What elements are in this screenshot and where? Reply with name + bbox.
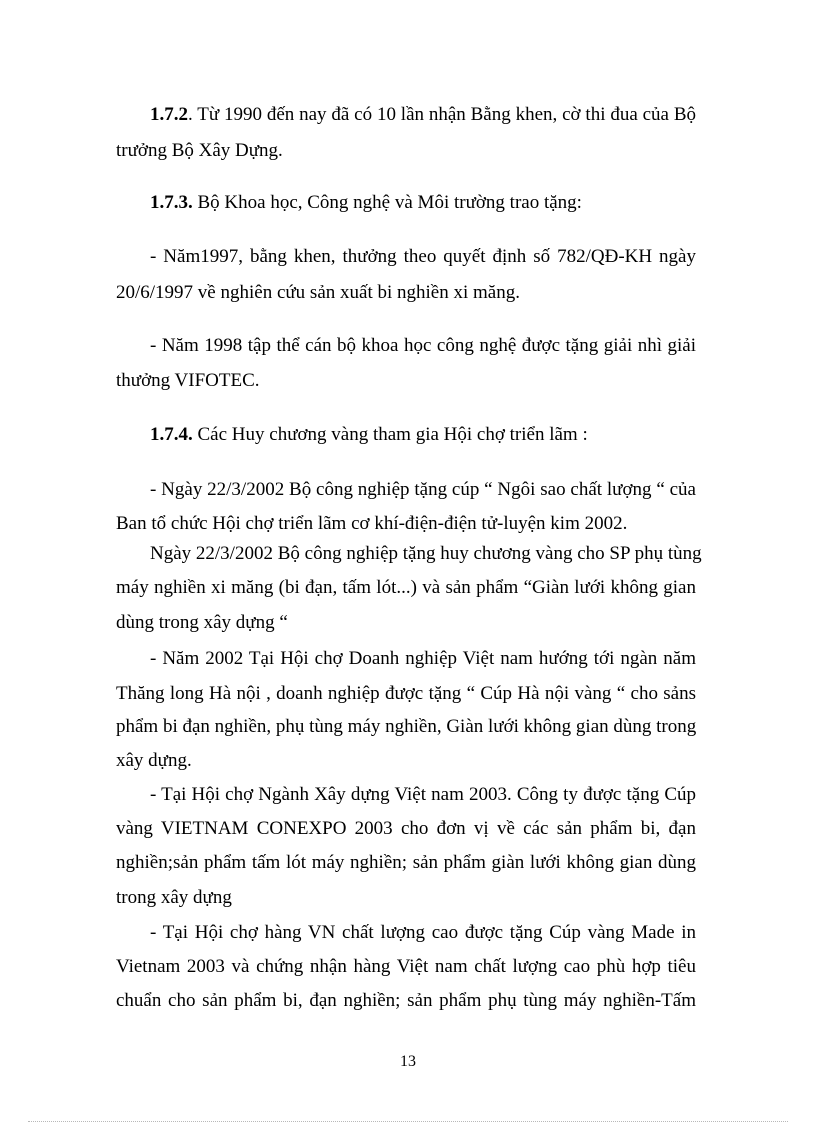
section-1-7-4-heading: [150, 424, 588, 446]
award-1998-line-1: - Năm 1998 tập thể cán bộ khoa học công nghệ được tặng giải nhì giải: [150, 335, 696, 356]
section-1-7-3-heading: [150, 192, 582, 214]
award-1997-line-2: 20/6/1997 về nghiên cứu sản xuất bi nghiền xi măng.: [116, 282, 520, 303]
paragraph-4-line-2: vàng VIETNAM CONEXPO 2003 cho đơn vị về các sản phẩm bi, đạn: [116, 818, 696, 839]
section-1-7-2-number: 1.7.2: [150, 104, 188, 125]
section-1-7-2-line-2: trưởng Bộ Xây Dựng.: [116, 140, 283, 161]
paragraph-2-line-3: dùng trong xây dựng “: [116, 612, 288, 633]
paragraph-3-line-1: - Năm 2002 Tại Hội chợ Doanh nghiệp Việt nam hướng tới ngàn năm: [150, 648, 696, 669]
award-1997-line-1: - Năm1997, bằng khen, thưởng theo quyết định số 782/QĐ-KH ngày: [150, 246, 696, 267]
paragraph-3-line-2: Thăng long Hà nội , doanh nghiệp được tặng “ Cúp Hà nội vàng “ cho sảns: [116, 683, 696, 704]
paragraph-5-line-2: Vietnam 2003 và chứng nhận hàng Việt nam chất lượng cao phù hợp tiêu: [116, 956, 696, 977]
award-1998-line-2: thưởng VIFOTEC.: [116, 370, 260, 391]
paragraph-1-line-2: Ban tổ chức Hội chợ triển lãm cơ khí-điện-điện tử-luyện kim 2002.: [116, 513, 628, 534]
paragraph-5-line-1: - Tại Hội chợ hàng VN chất lượng cao được tặng Cúp vàng Made in: [150, 922, 696, 943]
paragraph-2-line-1: Ngày 22/3/2002 Bộ công nghiệp tặng huy chương vàng cho SP phụ tùng: [150, 543, 702, 564]
paragraph-3-line-3: phẩm bi đạn nghiền, phụ tùng máy nghiền, Giàn lưới không gian dùng trong: [116, 716, 697, 737]
paragraph-4-line-1: - Tại Hội chợ Ngành Xây dựng Việt nam 2003. Công ty được tặng Cúp: [150, 784, 696, 805]
section-1-7-2-text: . Từ 1990 đến nay đã có 10 lần nhận Bằng khen, cờ thi đua của Bộ: [188, 104, 696, 125]
section-1-7-3-title: Bộ Khoa học, Công nghệ và Môi trường trao tặng:: [192, 192, 582, 213]
section-1-7-4-title: Các Huy chương vàng tham gia Hội chợ triển lãm :: [192, 424, 588, 445]
paragraph-4-line-4: trong xây dựng: [116, 887, 232, 908]
page-number: 13: [400, 1053, 416, 1070]
page-bottom-divider: [28, 1121, 788, 1122]
paragraph-2-line-2: máy nghiền xi măng (bi đạn, tấm lót...) và sản phẩm “Giàn lưới không gian: [116, 577, 696, 598]
paragraph-5-line-3: chuẩn cho sản phẩm bi, đạn nghiền; sản phẩm phụ tùng máy nghiền-Tấm: [116, 990, 696, 1011]
paragraph-3-line-4: xây dựng.: [116, 750, 192, 771]
paragraph-4-line-3: nghiền;sản phẩm tấm lót máy nghiền; sản phẩm giàn lưới không gian dùng: [116, 852, 696, 873]
section-1-7-3-number: 1.7.3.: [150, 192, 193, 213]
section-1-7-4-number: 1.7.4.: [150, 424, 193, 445]
paragraph-1-line-1: - Ngày 22/3/2002 Bộ công nghiệp tặng cúp “ Ngôi sao chất lượng “ của: [150, 479, 696, 500]
section-1-7-2-line-1: [150, 104, 696, 126]
